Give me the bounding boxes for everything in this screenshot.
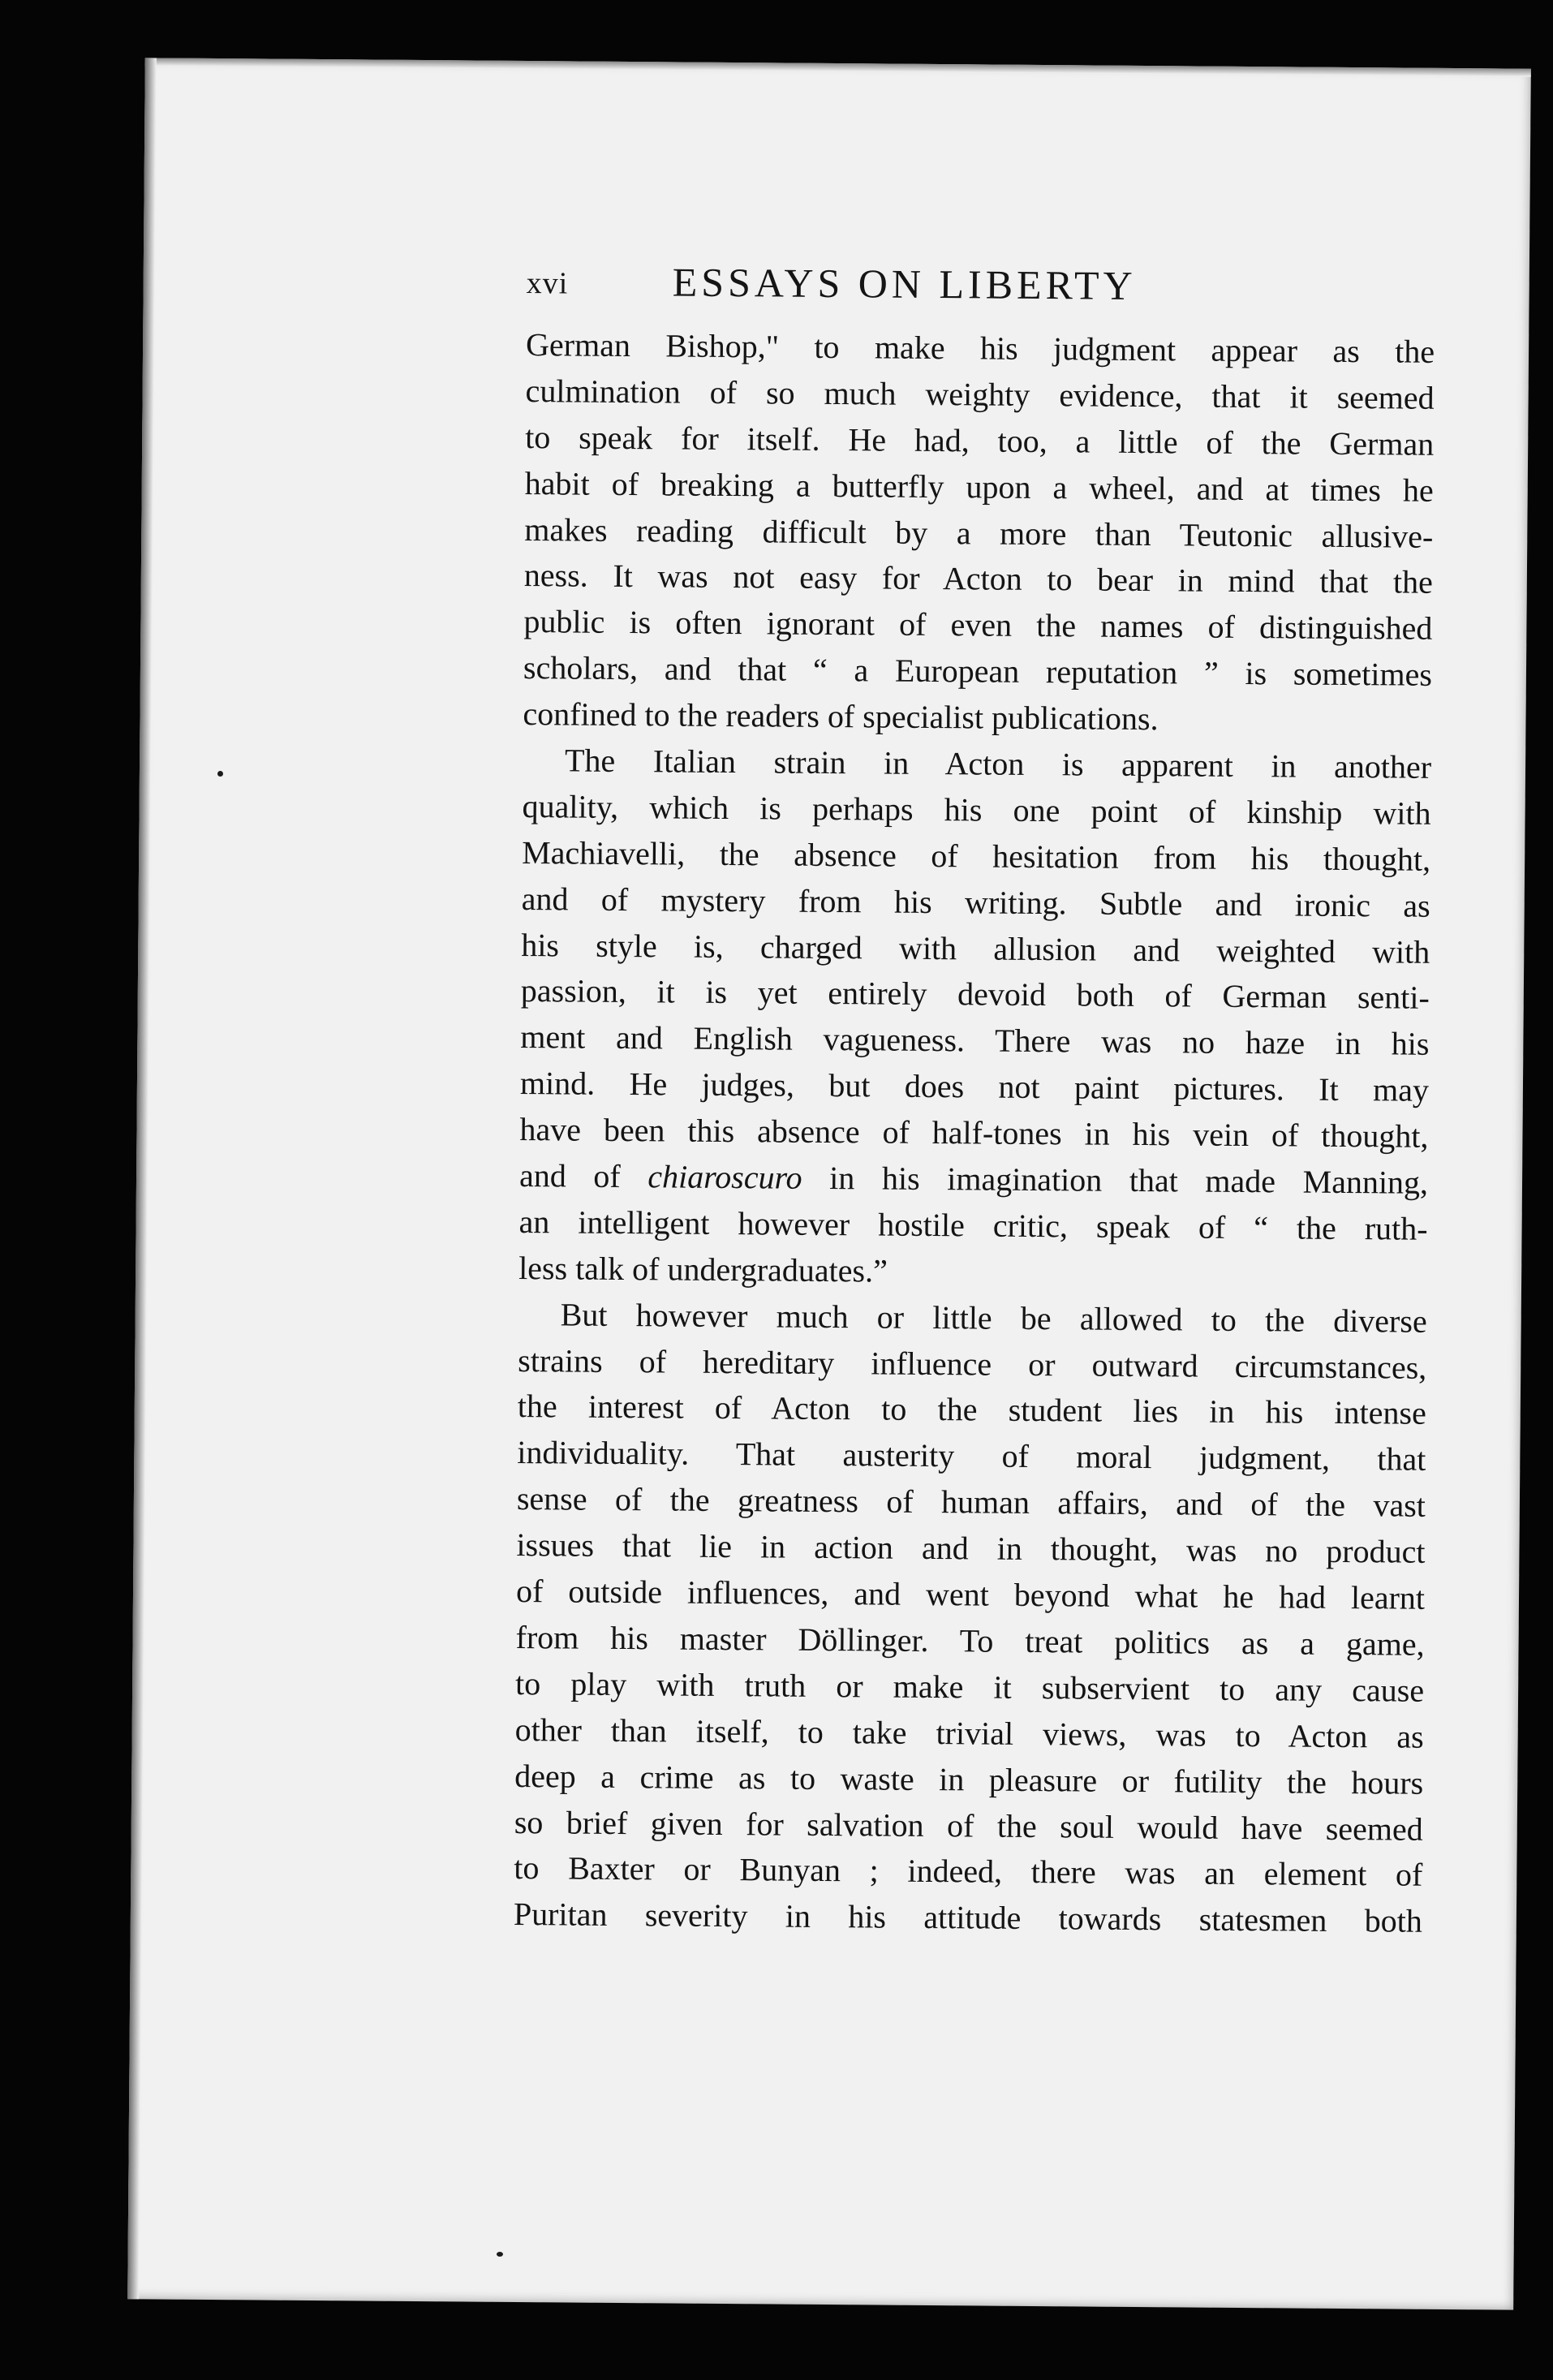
text-line: scholars, and that “ a European reputation ” is sometimes: [523, 649, 1433, 694]
text-line: confined to the readers of specialist publications.: [523, 695, 1159, 738]
text-line: so brief given for salvation of the soul would have seemed: [514, 1803, 1423, 1848]
body-text: [514, 322, 1435, 1945]
page-number: xvi: [526, 266, 569, 301]
page-header: [526, 257, 1435, 329]
text-line: Machiavelli, the absence of hesitation from his thought,: [522, 833, 1431, 878]
text-line: Puritan severity in his attitude towards statesmen both: [513, 1896, 1423, 1940]
italic-word-chiaroscuro: chiaroscuro: [647, 1158, 802, 1196]
text-line: to speak for itself. He had, too, a little of the German: [525, 418, 1435, 463]
text-line: strains of hereditary influence or outward circumstances,: [518, 1341, 1427, 1386]
scan-speck: [217, 771, 223, 777]
text-line: culmination of so much weighty evidence, that it seemed: [525, 372, 1435, 416]
text-line: to Baxter or Bunyan ; indeed, there was an element of: [514, 1849, 1423, 1894]
text-line: quality, which is perhaps his one point of kinship with: [522, 787, 1431, 832]
paragraph-start-line: But however much or little be allowed to the diverse: [560, 1296, 1427, 1340]
text-line: public is often ignorant of even the names of distinguished: [523, 603, 1433, 648]
running-title: ESSAYS ON LIBERTY: [672, 259, 1137, 308]
text-line: individuality. That austerity of moral judgment, that: [517, 1434, 1426, 1478]
text-line: issues that lie in action and in thought, was no product: [516, 1526, 1426, 1570]
text-line: of outside influences, and went beyond what he had learnt: [515, 1573, 1426, 1616]
text-line-with-italic: [519, 1153, 1428, 1207]
text-line: ment and English vagueness. There was no haze in his: [520, 1018, 1430, 1063]
text-line: sense of the greatness of human affairs, and of the vast: [516, 1480, 1426, 1525]
text-line: to play with truth or make it subservient to any cause: [514, 1664, 1425, 1709]
text-line: mind. He judges, but does not paint pictures. It may: [519, 1065, 1430, 1109]
scan-speck: [497, 2252, 503, 2257]
text-line: makes reading difficult by a more than Teutonic allusive-: [524, 510, 1434, 555]
text-line: ness. It was not easy for Acton to bear in mind that the: [523, 557, 1434, 601]
text-line: passion, it is yet entirely devoid both of German senti-: [520, 972, 1430, 1017]
text-line: his style is, charged with allusion and weighted with: [521, 926, 1430, 971]
page-top-edge: [145, 58, 1531, 76]
text-line: from his master Döllinger. To treat politics as a game,: [515, 1618, 1425, 1663]
text-line: German Bishop," to make his judgment appear as the: [525, 326, 1435, 370]
line-segment: in his imagination that made Manning,: [802, 1159, 1429, 1201]
page-left-edge: [127, 58, 157, 2299]
text-line: deep a crime as to waste in pleasure or futility the hours: [514, 1757, 1424, 1801]
text-line: have been this absence of half-tones in his vein of thought,: [519, 1111, 1429, 1155]
text-line: less talk of undergraduates.”: [518, 1249, 888, 1289]
line-segment: and of: [518, 1157, 648, 1195]
text-line: and of mystery from his writing. Subtle and ironic as: [521, 880, 1430, 924]
text-line: habit of breaking a butterfly upon a wheel, and at times he: [524, 464, 1434, 509]
book-page: [127, 58, 1531, 2309]
text-line: an intelligent however hostile critic, speak of “ the ruth-: [518, 1203, 1428, 1247]
paragraph-start-line: The Italian strain in Acton is apparent in another: [564, 742, 1432, 785]
text-line: the interest of Acton to the student lies in his intense: [517, 1388, 1426, 1432]
text-line: other than itself, to take trivial views, was to Acton as: [514, 1711, 1424, 1755]
